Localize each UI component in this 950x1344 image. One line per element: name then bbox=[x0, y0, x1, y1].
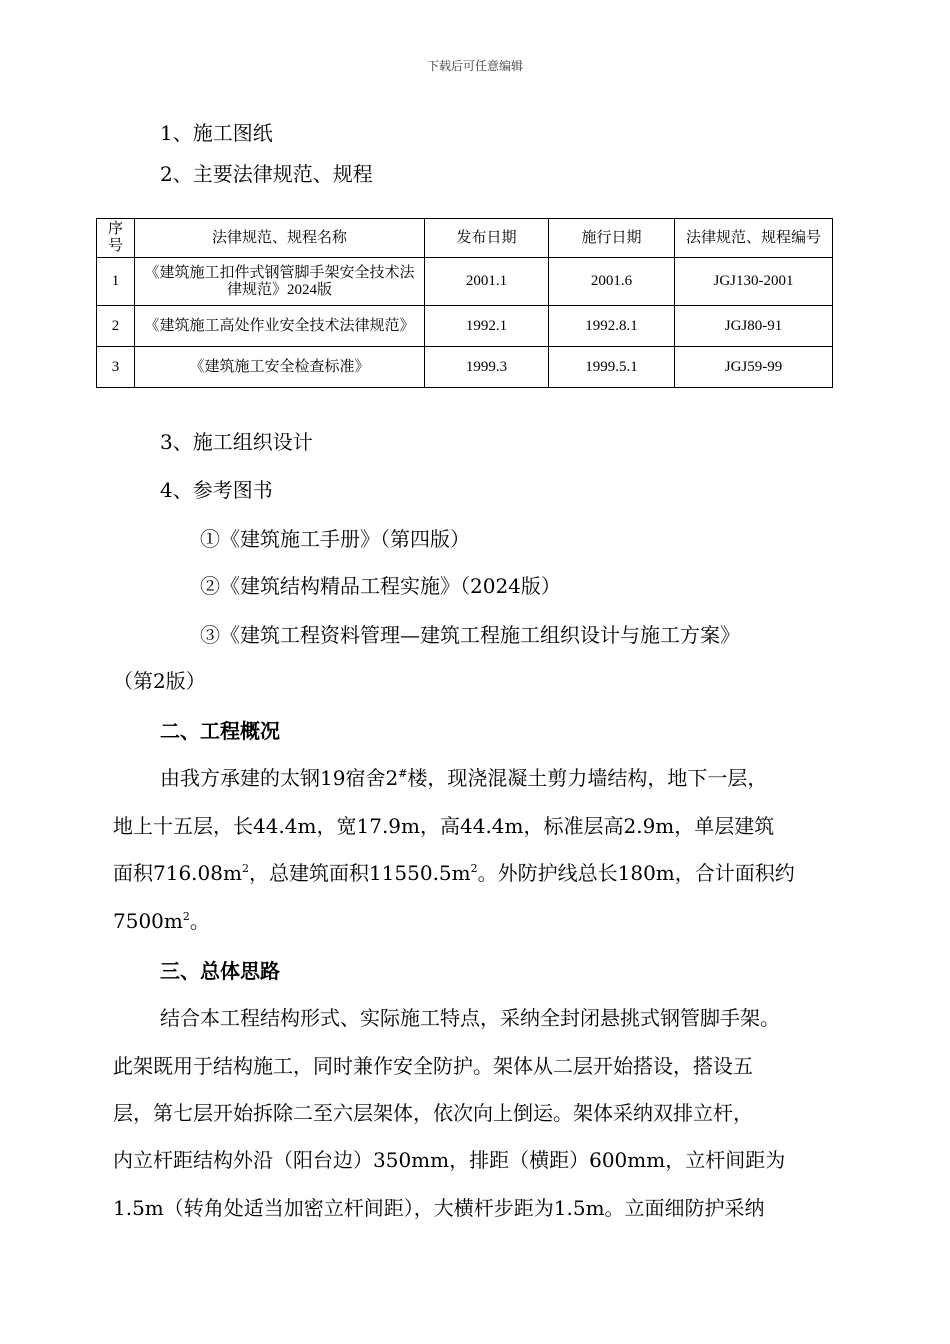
header-code: 法律规范、规程编号 bbox=[675, 219, 833, 258]
row-effective-date: 1992.8.1 bbox=[549, 306, 675, 347]
row-no: 1 bbox=[97, 258, 135, 306]
reference-book-1: ①《建筑施工手册》（第四版） bbox=[200, 527, 470, 551]
row-publish-date: 2001.1 bbox=[425, 258, 549, 306]
row-publish-date: 1999.3 bbox=[425, 347, 549, 388]
row-no: 2 bbox=[97, 306, 135, 347]
section-title-approach: 三、总体思路 bbox=[160, 959, 280, 983]
header-no: 序号 bbox=[97, 219, 135, 258]
row-code: JGJ80-91 bbox=[675, 306, 833, 347]
item-reference-books: 4、参考图书 bbox=[160, 478, 273, 502]
table-row bbox=[97, 347, 833, 388]
regulations-table bbox=[96, 218, 833, 388]
table-row bbox=[97, 258, 833, 306]
header-effective-date: 施行日期 bbox=[549, 219, 675, 258]
approach-line-2: 此架既用于结构施工，同时兼作安全防护。架体从二层开始搭设，搭设五 bbox=[113, 1054, 753, 1078]
item-construction-drawings: 1、施工图纸 bbox=[160, 121, 273, 145]
row-name: 《建筑施工安全检查标准》 bbox=[135, 347, 425, 388]
row-effective-date: 1999.5.1 bbox=[549, 347, 675, 388]
approach-line-3: 层，第七层开始拆除二至六层架体，依次向上倒运。架体采纳双排立杆， bbox=[113, 1101, 753, 1125]
row-name: 《建筑施工扣件式钢管脚手架安全技术法律规范》2024版 bbox=[135, 258, 425, 306]
row-publish-date: 1992.1 bbox=[425, 306, 549, 347]
overview-line-4: $7500m^2$。 bbox=[113, 909, 210, 933]
overview-line-1: 由我方承建的太钢19宿舍2#楼，现浇混凝土剪力墙结构，地下一层， bbox=[160, 766, 768, 790]
overview-line-3: 面积$716.08m^2$，总建筑面积$11550.5m^2$。外防护线总长180m，合计面积约 bbox=[113, 861, 795, 885]
item-laws-regulations: 2、主要法律规范、规程 bbox=[160, 162, 373, 186]
reference-book-3: ③《建筑工程资料管理—建筑工程施工组织设计与施工方案》 bbox=[200, 623, 740, 647]
approach-line-1: 结合本工程结构形式、实际施工特点，采纳全封闭悬挑式钢管脚手架。 bbox=[160, 1006, 780, 1030]
reference-book-3-edition: （第2版） bbox=[113, 669, 206, 693]
table-header-row bbox=[97, 219, 833, 258]
header-publish-date: 发布日期 bbox=[425, 219, 549, 258]
approach-line-4: 内立杆距结构外沿（阳台边）350mm，排距（横距）600mm，立杆间距为 bbox=[113, 1148, 786, 1172]
overview-line-2: 地上十五层，长44.4m，宽17.9m，高44.4m，标准层高2.9m，单层建筑 bbox=[113, 814, 775, 838]
table-row bbox=[97, 306, 833, 347]
row-effective-date: 2001.6 bbox=[549, 258, 675, 306]
approach-line-5: 1.5m（转角处适当加密立杆间距），大横杆步距为1.5m。立面细防护采纳 bbox=[113, 1196, 765, 1220]
header-name: 法律规范、规程名称 bbox=[135, 219, 425, 258]
item-construction-design: 3、施工组织设计 bbox=[160, 430, 313, 454]
row-no: 3 bbox=[97, 347, 135, 388]
section-title-overview: 二、工程概况 bbox=[160, 719, 280, 743]
reference-book-2: ②《建筑结构精品工程实施》（2024版） bbox=[200, 574, 561, 598]
page-header: 下载后可任意编辑 bbox=[426, 59, 523, 73]
row-name: 《建筑施工高处作业安全技术法律规范》 bbox=[135, 306, 425, 347]
row-code: JGJ130-2001 bbox=[675, 258, 833, 306]
row-code: JGJ59-99 bbox=[675, 347, 833, 388]
